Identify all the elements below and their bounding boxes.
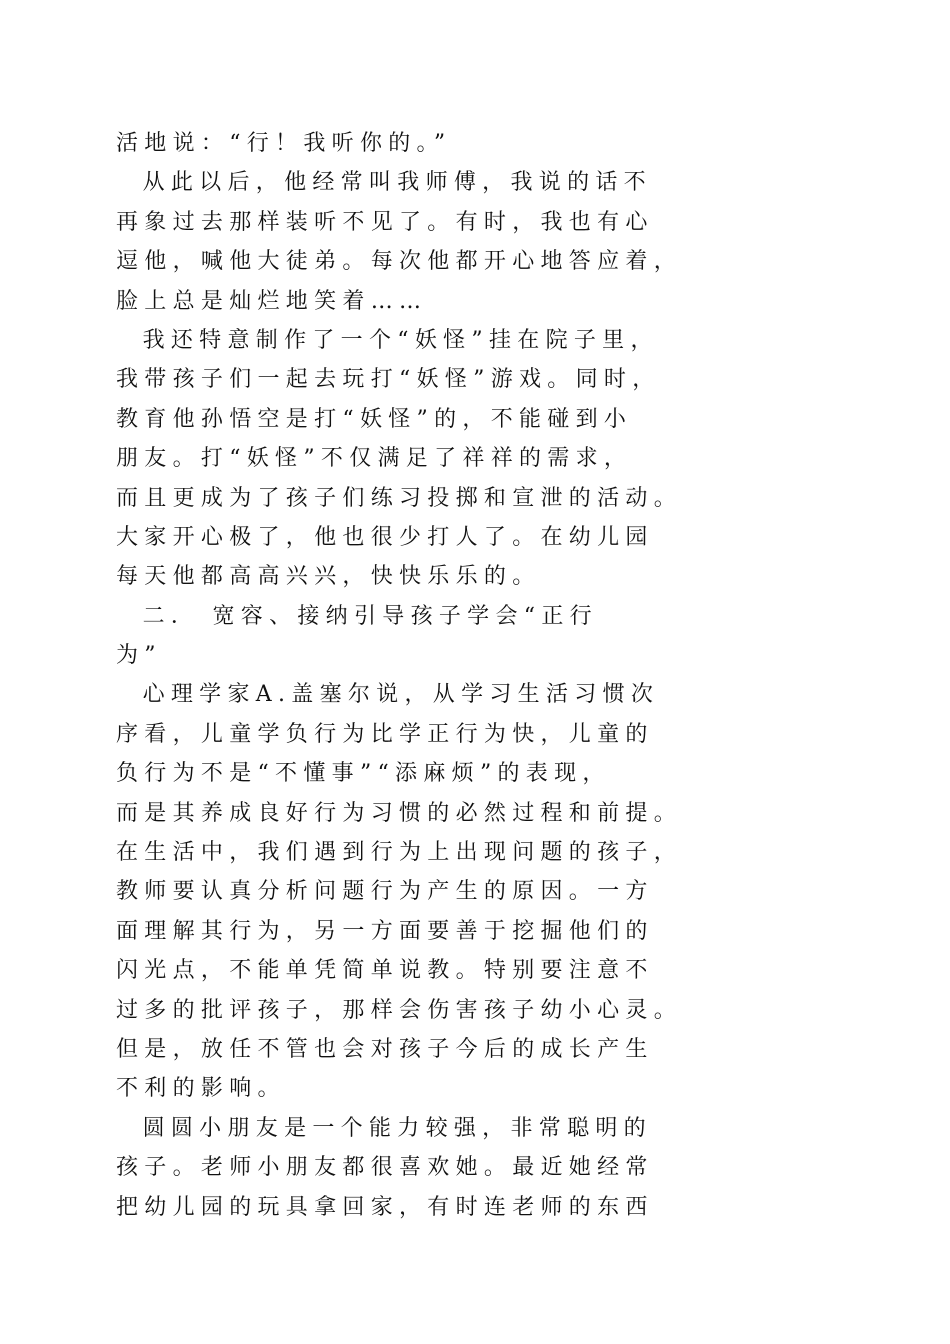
text-line: 逗他，喊他大徒弟。每次他都开心地答应着， [116, 249, 683, 275]
text-line: 但是，放任不管也会对孩子今后的成长产生 [116, 1036, 654, 1062]
text-line: 而是其养成良好行为习惯的必然过程和前提。 [116, 800, 683, 826]
text-line: 我还特意制作了一个“妖怪”挂在院子里， [116, 327, 659, 353]
text-line: 教师要认真分析问题行为产生的原因。一方 [116, 879, 654, 905]
text-line: 活地说：“行！我听你的。” [116, 131, 452, 156]
text-line: 负行为不是“不懂事”“添麻烦”的表现， [116, 761, 611, 787]
text-line: 圆圆小朋友是一个能力较强，非常聪明的 [116, 1115, 652, 1141]
body-text [116, 124, 836, 1227]
text-line: 闪光点，不能单凭简单说教。特别要注意不 [116, 958, 654, 984]
text-line: 孩子。老师小朋友都很喜欢她。最近她经常 [116, 1155, 654, 1181]
text-line: 教育他孙悟空是打“妖怪”的，不能碰到小 [116, 406, 633, 432]
text-line: 我带孩子们一起去玩打“妖怪”游戏。同时， [116, 367, 661, 393]
section-heading-line: 为” [116, 643, 162, 669]
text-line: 心理学家A.盖塞尔说，从学习生活习惯次 [116, 682, 660, 708]
section-heading-line: 二． 宽容、接纳引导孩子学会“正行 [116, 603, 598, 629]
text-line: 大家开心极了，他也很少打人了。在幼儿园 [116, 524, 654, 550]
text-line: 朋友。打“妖怪”不仅满足了祥祥的需求， [116, 446, 633, 472]
text-line: 过多的批评孩子，那样会伤害孩子幼小心灵。 [116, 997, 683, 1023]
text-line: 每天他都高高兴兴，快快乐乐的。 [116, 564, 541, 590]
text-line: 面理解其行为，另一方面要善于挖掘他们的 [116, 918, 654, 944]
text-line: 再象过去那样装听不见了。有时，我也有心 [116, 209, 654, 235]
text-line: 从此以后，他经常叫我师傅，我说的话不 [116, 170, 652, 196]
text-line: 在生活中，我们遇到行为上出现问题的孩子， [116, 840, 683, 866]
text-line: 不利的影响。 [116, 1076, 286, 1102]
text-line: 把幼儿园的玩具拿回家，有时连老师的东西 [116, 1194, 654, 1220]
text-line: 序看，儿童学负行为比学正行为快，儿童的 [116, 721, 654, 747]
text-line: 脸上总是灿烂地笑着…… [116, 288, 428, 314]
text-line: 而且更成为了孩子们练习投掷和宣泄的活动。 [116, 485, 683, 511]
